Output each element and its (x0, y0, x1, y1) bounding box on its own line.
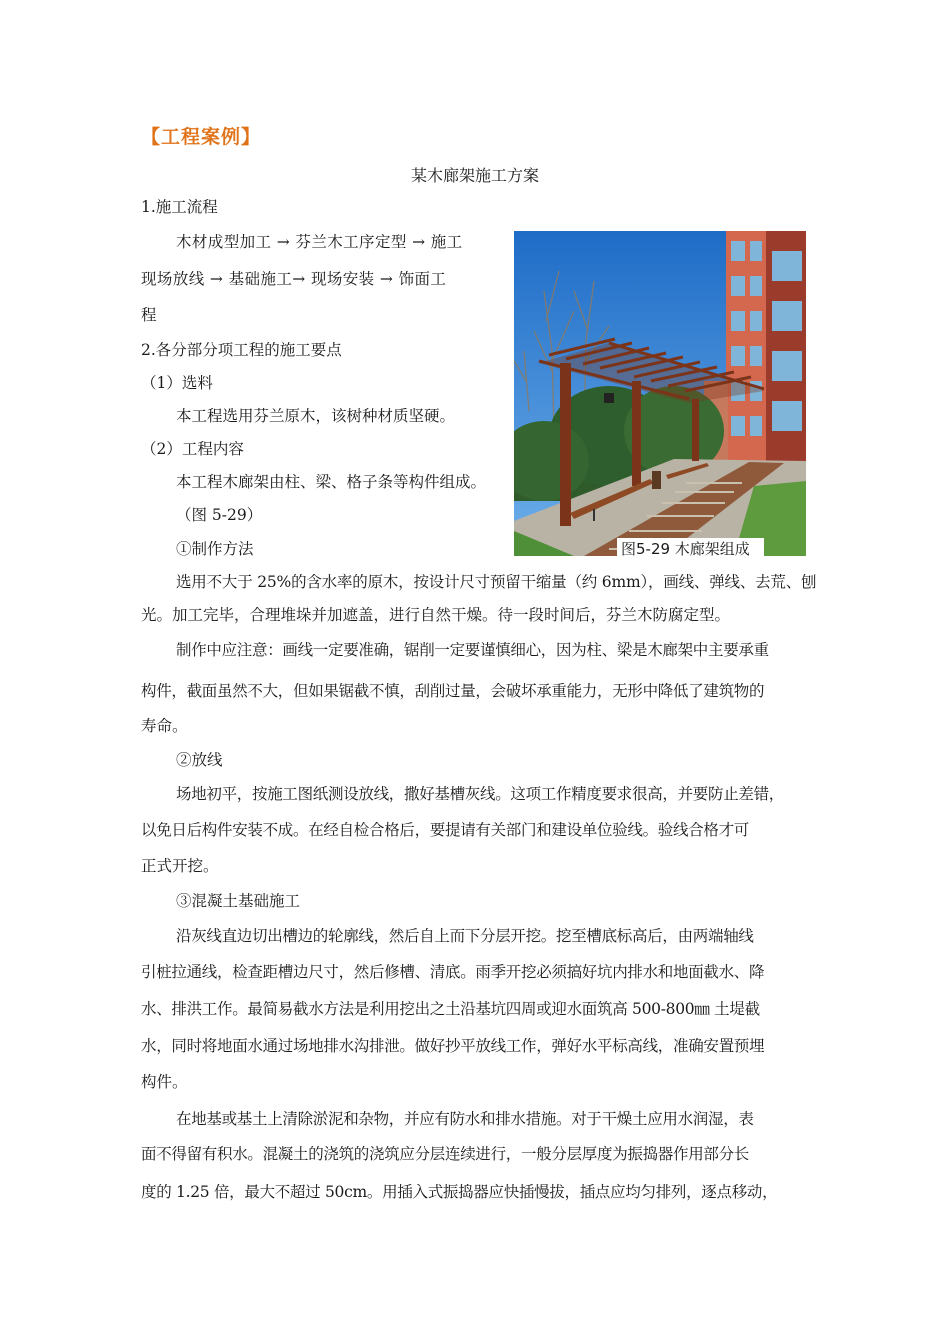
subsection-material: （1）选料 (141, 374, 213, 392)
paragraph-line: 场地初平，按施工图纸测设放线，撒好基槽灰线。这项工作精度要求很高，并要防止差错， (176, 785, 785, 803)
paragraph-line: 水、排洪工作。最简易截水方法是利用挖出之土沿基坑四周或迎水面筑高 500-800㎜ 土堤截 (141, 1000, 760, 1018)
section-2-heading: 2.各分部分项工程的施工要点 (141, 341, 342, 359)
material-text: 本工程选用芬兰原木，该树种材质坚硬。 (176, 407, 456, 425)
section-heading: 【工程案例】 (141, 126, 262, 148)
paragraph-line: 面不得留有积水。混凝土的浇筑的浇筑应分层连续进行，一般分层厚度为振捣器作用部分长 (141, 1145, 750, 1163)
figure-caption: 图5-29 木廊架组成 (617, 538, 764, 559)
layout-heading: ②放线 (176, 751, 223, 769)
figure-reference: （图 5-29） (176, 506, 263, 524)
method-heading: ①制作方法 (176, 540, 254, 558)
paragraph-line: 选用不大于 25%的含水率的原木，按设计尺寸预留干缩量（约 6mm），画线、弹线、去荒、刨 (176, 573, 817, 591)
subsection-content: （2）工程内容 (141, 440, 244, 458)
paragraph-line: 寿命。 (141, 717, 188, 735)
paragraph-line: 水，同时将地面水通过场地排水沟排泄。做好抄平放线工作，弹好水平标高线，准确安置预埋 (141, 1037, 765, 1055)
paragraph-line: 以免日后构件安装不成。在经自检合格后，要提请有关部门和建设单位验线。验线合格才可 (141, 821, 750, 839)
paragraph-line: 在地基或基土上清除淤泥和杂物，并应有防水和排水措施。对于干燥土应用水润湿，表 (176, 1110, 754, 1128)
paragraph-line: 引桩拉通线，检查距槽边尺寸，然后修槽、清底。雨季开挖必须搞好坑内排水和地面截水、降 (141, 963, 765, 981)
paragraph-line: 光。加工完毕，合理堆垛并加遮盖，进行自然干燥。待一段时间后，芬兰木防腐定型。 (141, 606, 731, 624)
section-1-heading: 1.施工流程 (141, 198, 218, 216)
paragraph-line: 构件，截面虽然不大，但如果锯截不慎，刮削过量，会破坏承重能力，无形中降低了建筑物的 (141, 682, 765, 700)
paragraph-line: 沿灰线直边切出槽边的轮廓线，然后自上而下分层开挖。挖至槽底标高后，由两端轴线 (176, 927, 754, 945)
document-title: 某木廊架施工方案 (410, 166, 539, 185)
content-text: 本工程木廊架由柱、梁、格子条等构件组成。 (176, 473, 487, 491)
foundation-heading: ③混凝土基础施工 (176, 892, 301, 910)
paragraph-line: 构件。 (141, 1073, 188, 1091)
process-flow-line-1: 木材成型加工 → 芬兰木工序定型 → 施工 (176, 233, 463, 251)
wooden-pergola-photo (514, 231, 806, 556)
paragraph-line: 度的 1.25 倍，最大不超过 50cm。用插入式振捣器应快插慢拔，插点应均匀排列，逐点移动， (141, 1183, 778, 1201)
process-flow-line-3: 程 (141, 306, 157, 324)
paragraph-line: 制作中应注意：画线一定要准确，锯削一定要谨慎细心，因为柱、梁是木廊架中主要承重 (176, 641, 769, 659)
paragraph-line: 正式开挖。 (141, 857, 219, 875)
process-flow-line-2: 现场放线 → 基础施工→ 现场安装 → 饰面工 (141, 270, 447, 288)
